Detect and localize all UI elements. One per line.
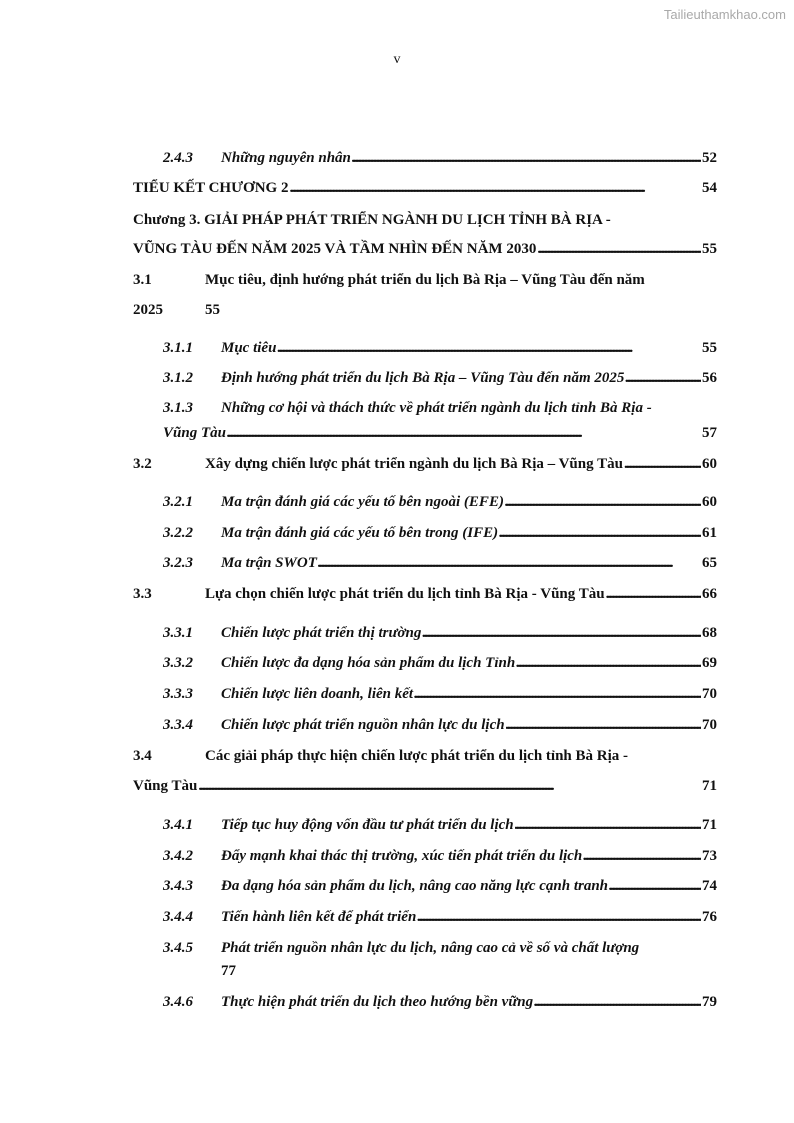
toc-page: 55	[702, 241, 717, 257]
toc-leader	[277, 339, 701, 357]
toc-entry	[133, 624, 717, 642]
toc-number: 3.2.2	[163, 525, 193, 541]
toc-leader	[606, 585, 701, 603]
toc-number: 3.1.3	[163, 400, 193, 416]
toc-title: Đẩy mạnh khai thác thị trường, xúc tiến phát triển du lịch	[221, 848, 583, 864]
toc-number: 3.4.5	[163, 940, 193, 956]
toc-title: Ma trận đánh giá các yếu tố bên ngoài (EFE)	[221, 494, 504, 510]
toc-entry	[133, 716, 717, 734]
toc-page: 70	[702, 717, 717, 733]
toc-title: VŨNG TÀU ĐẾN NĂM 2025 VÀ TẦM NHÌN ĐẾN NĂM 2030	[133, 241, 537, 257]
toc-number: 3.4	[133, 748, 152, 764]
toc-page: 69	[702, 655, 717, 671]
toc-title: Tiến hành liên kết để phát triển	[221, 909, 417, 925]
toc-leader	[318, 554, 701, 572]
toc-page: 55	[205, 302, 220, 318]
toc-leader	[414, 685, 701, 703]
toc-page: 60	[702, 494, 717, 510]
toc-page: 74	[702, 878, 717, 894]
toc-title: Phát triển nguồn nhân lực du lịch, nâng cao cả về số và chất lượng	[221, 940, 640, 956]
toc-entry	[133, 149, 717, 167]
toc-title: Chiến lược phát triển nguồn nhân lực du lịch	[221, 717, 505, 733]
toc-title-cont: Vũng Tàu	[133, 778, 198, 794]
toc-leader	[505, 493, 701, 511]
toc-number: 3.4.4	[163, 909, 193, 925]
toc-page: 70	[702, 686, 717, 702]
toc-page: 56	[702, 370, 717, 386]
toc-leader	[198, 777, 701, 795]
toc-entry	[133, 339, 717, 357]
toc-leader	[534, 993, 701, 1011]
toc-page: 52	[702, 150, 717, 166]
toc-leader	[609, 877, 701, 895]
toc-entry	[133, 399, 717, 417]
toc-number: 3.1	[133, 272, 152, 288]
toc-title: Mục tiêu, định hướng phát triển du lịch Bà Rịa – Vũng Tàu đến năm	[205, 272, 645, 288]
toc-number: 3.4.1	[163, 817, 193, 833]
toc-entry	[133, 524, 717, 542]
toc-entry	[133, 240, 717, 258]
page-number: v	[393, 52, 401, 67]
toc-leader	[417, 908, 701, 926]
toc-number: 3.2.1	[163, 494, 193, 510]
toc-leader	[583, 847, 701, 865]
toc-entry	[133, 816, 717, 834]
toc-entry	[133, 369, 717, 387]
toc-entry-cont	[163, 424, 717, 442]
toc-entry	[133, 493, 717, 511]
toc-entry	[133, 585, 717, 603]
toc-number: 3.4.2	[163, 848, 193, 864]
toc-page: 66	[702, 586, 717, 602]
toc-entry	[133, 654, 717, 672]
toc-page: 76	[702, 909, 717, 925]
toc-chapter-line1	[133, 211, 717, 229]
toc-entry	[133, 939, 717, 957]
toc-page: 60	[702, 456, 717, 472]
toc-title-cont: Vũng Tàu	[163, 425, 226, 441]
toc-page: 79	[702, 994, 717, 1010]
toc-number: 3.4.6	[163, 994, 193, 1010]
toc-title: Chương 3. GIẢI PHÁP PHÁT TRIỂN NGÀNH DU LỊCH TỈNH BÀ RỊA -	[133, 212, 611, 228]
toc-number: 2.4.3	[163, 150, 193, 166]
toc-entry	[133, 847, 717, 865]
toc-number: 3.3.3	[163, 686, 193, 702]
toc-title-cont: 2025	[133, 302, 163, 318]
toc-page: 61	[702, 525, 717, 541]
toc-number: 3.3	[133, 586, 152, 602]
toc-page: 71	[702, 817, 717, 833]
toc-title: Xây dựng chiến lược phát triển ngành du lịch Bà Rịa – Vũng Tàu	[205, 456, 623, 472]
toc-title: Đa dạng hóa sản phẩm du lịch, nâng cao năng lực cạnh tranh	[221, 878, 609, 894]
toc-title: Chiến lược đa dạng hóa sản phẩm du lịch Tỉnh	[221, 655, 516, 671]
toc-entry	[133, 877, 717, 895]
toc-leader	[506, 716, 701, 734]
toc-page: 55	[702, 340, 717, 356]
toc-page: 77	[221, 963, 236, 979]
toc-number: 3.1.1	[163, 340, 193, 356]
toc-title: Mục tiêu	[221, 340, 277, 356]
toc-entry	[133, 271, 717, 289]
toc-page: 73	[702, 848, 717, 864]
toc-leader	[515, 816, 701, 834]
toc-title: Định hướng phát triển du lịch Bà Rịa – Vũng Tàu đến năm 2025	[221, 370, 625, 386]
toc-leader	[516, 654, 701, 672]
toc-title: Các giải pháp thực hiện chiến lược phát triển du lịch tỉnh Bà Rịa -	[205, 748, 629, 764]
toc-leader	[625, 369, 701, 387]
toc-entry	[133, 685, 717, 703]
toc-page: 54	[702, 180, 717, 196]
toc-entry-cont	[133, 777, 717, 795]
toc-leader	[499, 524, 701, 542]
toc-title: Chiến lược liên doanh, liên kết	[221, 686, 414, 702]
toc-leader	[289, 179, 701, 197]
toc-title: Ma trận đánh giá các yếu tố bên trong (IFE)	[221, 525, 499, 541]
toc-title: Những cơ hội và thách thức về phát triển ngành du lịch tỉnh Bà Rịa -	[221, 400, 652, 416]
toc-number: 3.1.2	[163, 370, 193, 386]
toc-leader	[352, 149, 701, 167]
toc-entry-cont	[133, 301, 717, 319]
toc-entry	[133, 554, 717, 572]
toc-number: 3.3.4	[163, 717, 193, 733]
toc-entry	[133, 993, 717, 1011]
toc-leader	[422, 624, 701, 642]
toc-entry	[133, 179, 717, 197]
toc-number: 3.3.1	[163, 625, 193, 641]
toc-title: Những nguyên nhân	[221, 150, 351, 166]
toc-entry	[133, 455, 717, 473]
toc-page: 57	[702, 425, 717, 441]
toc-title: TIỂU KẾT CHƯƠNG 2	[133, 180, 289, 196]
toc-leader	[537, 240, 701, 258]
toc-title: Ma trận SWOT	[221, 555, 317, 571]
watermark: Tailieuthamkhao.com	[663, 7, 786, 22]
toc-entry	[133, 747, 717, 765]
toc-page: 71	[702, 778, 717, 794]
toc-leader	[227, 424, 701, 442]
toc-title: Thực hiện phát triển du lịch theo hướng bền vững	[221, 994, 534, 1010]
toc-number: 3.2.3	[163, 555, 193, 571]
toc-number: 3.4.3	[163, 878, 193, 894]
toc-number: 3.3.2	[163, 655, 193, 671]
toc-number: 3.2	[133, 456, 152, 472]
toc-page: 65	[702, 555, 717, 571]
toc-leader	[624, 455, 701, 473]
toc-title: Lựa chọn chiến lược phát triển du lịch tỉnh Bà Rịa - Vũng Tàu	[205, 586, 605, 602]
toc-entry-cont	[221, 962, 321, 980]
toc-page: 68	[702, 625, 717, 641]
toc-entry	[133, 908, 717, 926]
toc-title: Tiếp tục huy động vốn đầu tư phát triển du lịch	[221, 817, 514, 833]
toc-title: Chiến lược phát triển thị trường	[221, 625, 422, 641]
